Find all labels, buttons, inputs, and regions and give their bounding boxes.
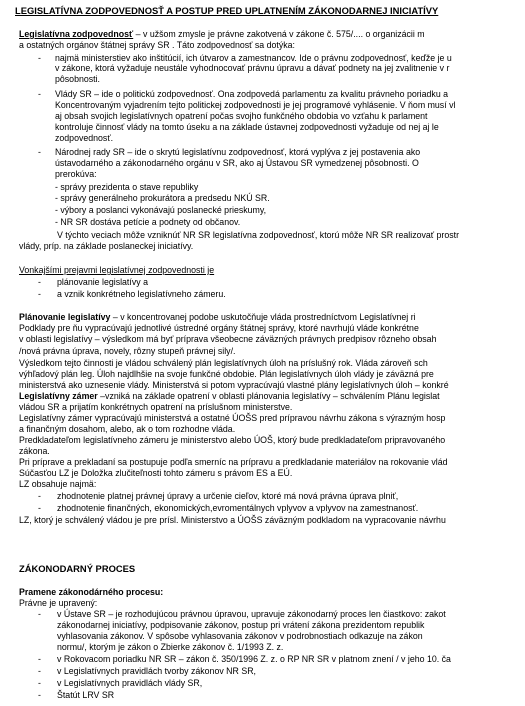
bullet-dash: -	[38, 666, 41, 676]
bullet-line: v Ústave SR – je rozhodujúcou právnou úpravou, upravuje zákonodarný proces len čiastkovo: zakot	[57, 609, 446, 619]
bullet-dash: -	[38, 690, 41, 700]
paragraph-line: a ostatných orgánov štátnej správy SR . Táto zodpovednosť sa dotýka:	[19, 40, 295, 50]
bullet-line: kontroluje činnosť vlády na tomto úseku a na základe ústavnej zodpovednosti vyžaduje od nej aj le	[55, 122, 439, 132]
bullet-line: v zákone, ktorá vyžaduje neustále vyhodnocovať právnu úpravu a dávať podnety na jej zvalitnenie v r	[55, 63, 450, 73]
paragraph-text: – v užšom zmysle je právne zakotvená v zákone č. 575/.... o organizácii m	[133, 29, 425, 39]
sub-item: - výbory a poslanci vykonávajú poslanecké prieskumy,	[55, 205, 267, 215]
bullet-line: a vznik konkrétneho legislatívneho zámeru.	[57, 289, 226, 299]
paragraph-text: –vzniká na základe opatrení v oblasti plánovania legislatívy – schválením Plánu legislat	[97, 391, 440, 401]
bullet-line: Národnej rady SR – ide o skrytú legislatívnu zodpovednosť, ktorá vyplýva z jej postavenia ako	[55, 147, 421, 157]
bullet-line: zodpovednosť.	[55, 133, 114, 143]
bullet-line: normu/, ktorým je zákon o Zbierke zákonov č. 1/1993 Z. z.	[57, 642, 284, 652]
paragraph-line	[19, 391, 440, 401]
paragraph-line: vlády, príp. na základe poslaneckej iniciatívy.	[19, 241, 194, 251]
bullet-line: v Rokovacom poriadku NR SR – zákon č. 350/1996 Z. z. o RP NR SR v platnom znení / v jeho 10. ča	[57, 654, 451, 664]
paragraph-line: výhľadový plán leg. Úloh najdlhšie na svoje funkčné obdobie. Plán legislatívnych úloh vlády je záväzná pre	[19, 369, 434, 379]
paragraph-line: V týchto veciach môže vzniknúť NR SR legislatívna zodpovednosť, ktorú môže NR SR realizovať prostr	[57, 230, 460, 240]
bullet-line: pôsobnosti.	[55, 74, 100, 84]
bullet-line: zhodnotenie finančných, ekonomických,evromentálnych vplyvov a vplyvov na zamestnanosť.	[57, 503, 419, 513]
paragraph-text: – v koncentrovanej podobe uskutočňuje vláda prostredníctvom Legislatívnej ri	[110, 312, 416, 322]
bullet-dash: -	[38, 654, 41, 664]
bullet-line: najmä ministerstiev ako inštitúcií, ich útvarov a zamestnancov. Ide o právnu zodpovednosť, keďže je u	[55, 53, 452, 63]
paragraph-line: Súčasťou LZ je Doložka zlučiteľnosti tohto zámeru s právom ES a EÚ.	[19, 468, 293, 478]
paragraph-line: LZ, ktorý je schválený vládou je pre prísl. Ministerstvo a ÚOŠS záväzným podkladom na vypracovanie návrhu	[19, 515, 446, 525]
document-title: LEGISLATÍVNA ZODPOVEDNOSŤ A POSTUP PRED UPLATNENÍM ZÁKONODARNEJ INICIATÍVY	[15, 5, 439, 16]
paragraph-line: a finančným dosahom, alebo, ak o tom rozhodne vláda.	[19, 424, 236, 434]
term-planovanie-legislativy: Plánovanie legislatívy	[19, 312, 111, 322]
bullet-dash: -	[38, 503, 41, 513]
bullet-dash: -	[38, 289, 41, 299]
paragraph-line: zákona.	[19, 446, 50, 456]
bullet-dash: -	[38, 53, 41, 63]
bullet-line: plánovanie legislatívy a	[57, 277, 148, 287]
paragraph-line	[19, 29, 425, 39]
bullet-dash: -	[38, 89, 41, 99]
sub-item: - NR SR dostáva petície a podnety od občanov.	[55, 217, 241, 227]
bullet-dash: -	[38, 277, 41, 287]
paragraph-line: LZ obsahuje najmä:	[19, 479, 97, 489]
bullet-line: zhodnotenie platnej právnej úpravy a určenie cieľov, ktoré má nová právna úprava plniť,	[57, 491, 399, 501]
paragraph-line: ministerstvá ako uznesenie vlády. Ministerstvá si potom vypracúvajú vlastné plány legislatívnych úloh – konkré	[19, 380, 449, 390]
paragraph-line: v oblasti legislatívy – výsledkom má byť príprava všeobecne záväzných právnych predpisov rôzneho obsah	[19, 334, 437, 344]
paragraph-line: Výsledkom tejto činnosti je vládou schválený plán legislatívnych úloh na príslušný rok. Vláda zároveň sch	[19, 358, 428, 368]
section-heading-external: Vonkajšími prejavmi legislatívnej zodpovednosti je	[19, 265, 215, 275]
bullet-dash: -	[38, 678, 41, 688]
paragraph-line: /nová právna úprava, novely, rôzny stupeň právnej sily/.	[19, 346, 236, 356]
term-legislativna-zodpovednost: Legislatívna zodpovednosť	[19, 29, 134, 39]
bullet-dash: -	[38, 491, 41, 501]
bullet-line: zákonodarnej iniciatívy, podpisovanie zákonov, postup pri vrátení zákona prezidentom republik	[57, 620, 425, 630]
paragraph-line: vládou SR a prijatím konkrétnych opatrení na príslušnom ministerstve.	[19, 402, 293, 412]
term-legislativny-zamer: Legislatívny zámer	[19, 391, 98, 401]
bullet-dash: -	[38, 609, 41, 619]
bullet-line: Štatút LRV SR	[57, 690, 115, 700]
paragraph-line	[19, 312, 416, 322]
bullet-line: v Legislatívnych pravidlách tvorby zákonov NR SR,	[57, 666, 256, 676]
section-heading-zakonodarny-proces: ZÁKONODARNÝ PROCES	[19, 563, 136, 574]
bullet-line: aj obsah svojich legislatívnych opatrení počas svojho funkčného obdobia vo vzťahu k parlament	[55, 111, 428, 121]
bullet-line: Koncentrovaným vyjadrením tejto politickej zodpovednosti je jej programové vyhlásenie. V ňom musí vl	[55, 100, 456, 110]
paragraph-line: Podklady pre ňu vypracúvajú jednotlivé ústredné orgány štátnej správy, ktoré navrhujú vláde konkrétne	[19, 323, 419, 333]
subheading-pramene: Pramene zákonodárného procesu:	[19, 587, 164, 597]
bullet-line: ústavodarného a zákonodarného orgánu v SR, ako aj Ústavou SR vymedzenej pôsobnosti. O	[55, 158, 419, 168]
sub-item: - správy generálneho prokurátora a predsedu NKÚ SR.	[55, 193, 270, 203]
bullet-line: Vlády SR – ide o politickú zodpovednosť. Ona zodpovedá parlamentu za kvalitu právneho poriadku a	[55, 89, 449, 99]
bullet-line: v Legislatívnych pravidlách vlády SR,	[57, 678, 203, 688]
paragraph-line: Legislatívny zámer vypracúvajú ministerstvá a ostatné ÚOŠS pred prípravou návrhu zákona s výrazným hosp	[19, 413, 446, 423]
sub-item: - správy prezidenta o stave republiky	[55, 182, 199, 192]
paragraph-line: Predkladateľom legislatívneho zámeru je ministerstvo alebo ÚOŠ, ktorý bude predkladateľom pripravovaného	[19, 435, 446, 445]
bullet-line: prerokúva:	[55, 169, 97, 179]
paragraph-line: Pri príprave a prekladaní sa postupuje podľa smerníc na prípravu a predkladanie materiálov na rokovanie vlád	[19, 457, 448, 467]
bullet-line: vyhlasovania zákonov. V spôsobe vyhlasovania zákonov v podrobnostiach odkazuje na zákon	[57, 631, 423, 641]
paragraph-line: Právne je upravený:	[19, 598, 98, 608]
bullet-dash: -	[38, 147, 41, 157]
